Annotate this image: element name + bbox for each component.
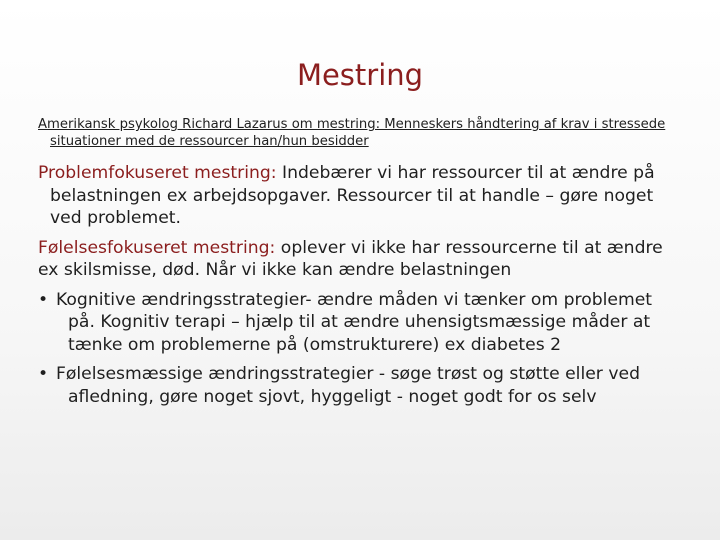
problem-focused-text: Indebærer vi har ressourcer til at ændre på belastningen ex arbejdsopgaver. Ressourcer til at handle – gøre noget ved problemet. bbox=[50, 163, 655, 228]
bullet-icon: • bbox=[38, 289, 49, 310]
list-item bbox=[38, 363, 678, 408]
emotion-focused-label: Følelsesfokuseret mestring: bbox=[38, 237, 276, 258]
problem-focused-label: Problemfokuseret mestring: bbox=[38, 163, 277, 183]
problem-focused-paragraph bbox=[38, 162, 678, 230]
bullet-text: Følelsesmæssige ændringsstrategier - søge trøst og støtte eller ved afledning, gøre noget sjovt, hyggeligt - noget godt for os selv bbox=[56, 364, 640, 407]
intro-text: Amerikansk psykolog Richard Lazarus om mestring: Menneskers håndtering af krav i stressede situationer med de ressourcer han/hun besidder bbox=[38, 117, 666, 149]
slide-body bbox=[38, 162, 678, 415]
list-item bbox=[38, 289, 678, 357]
slide-title: Mestring bbox=[296, 58, 424, 92]
emotion-focused-paragraph bbox=[38, 237, 678, 282]
bullet-icon: • bbox=[38, 364, 49, 384]
bullet-text: Kognitive ændringsstrategier- ændre måden vi tænker om problemet på. Kognitiv terapi – hjælp til at ændre uhensigtsmæssige måder at tænke om problemerne på (omstrukturere) ex diabetes 2 bbox=[56, 289, 653, 355]
emotion-focused-text: oplever vi ikke har ressourcerne til at ændre ex skilsmisse, død. Når vi ikke kan ændre belastningen bbox=[38, 237, 663, 280]
